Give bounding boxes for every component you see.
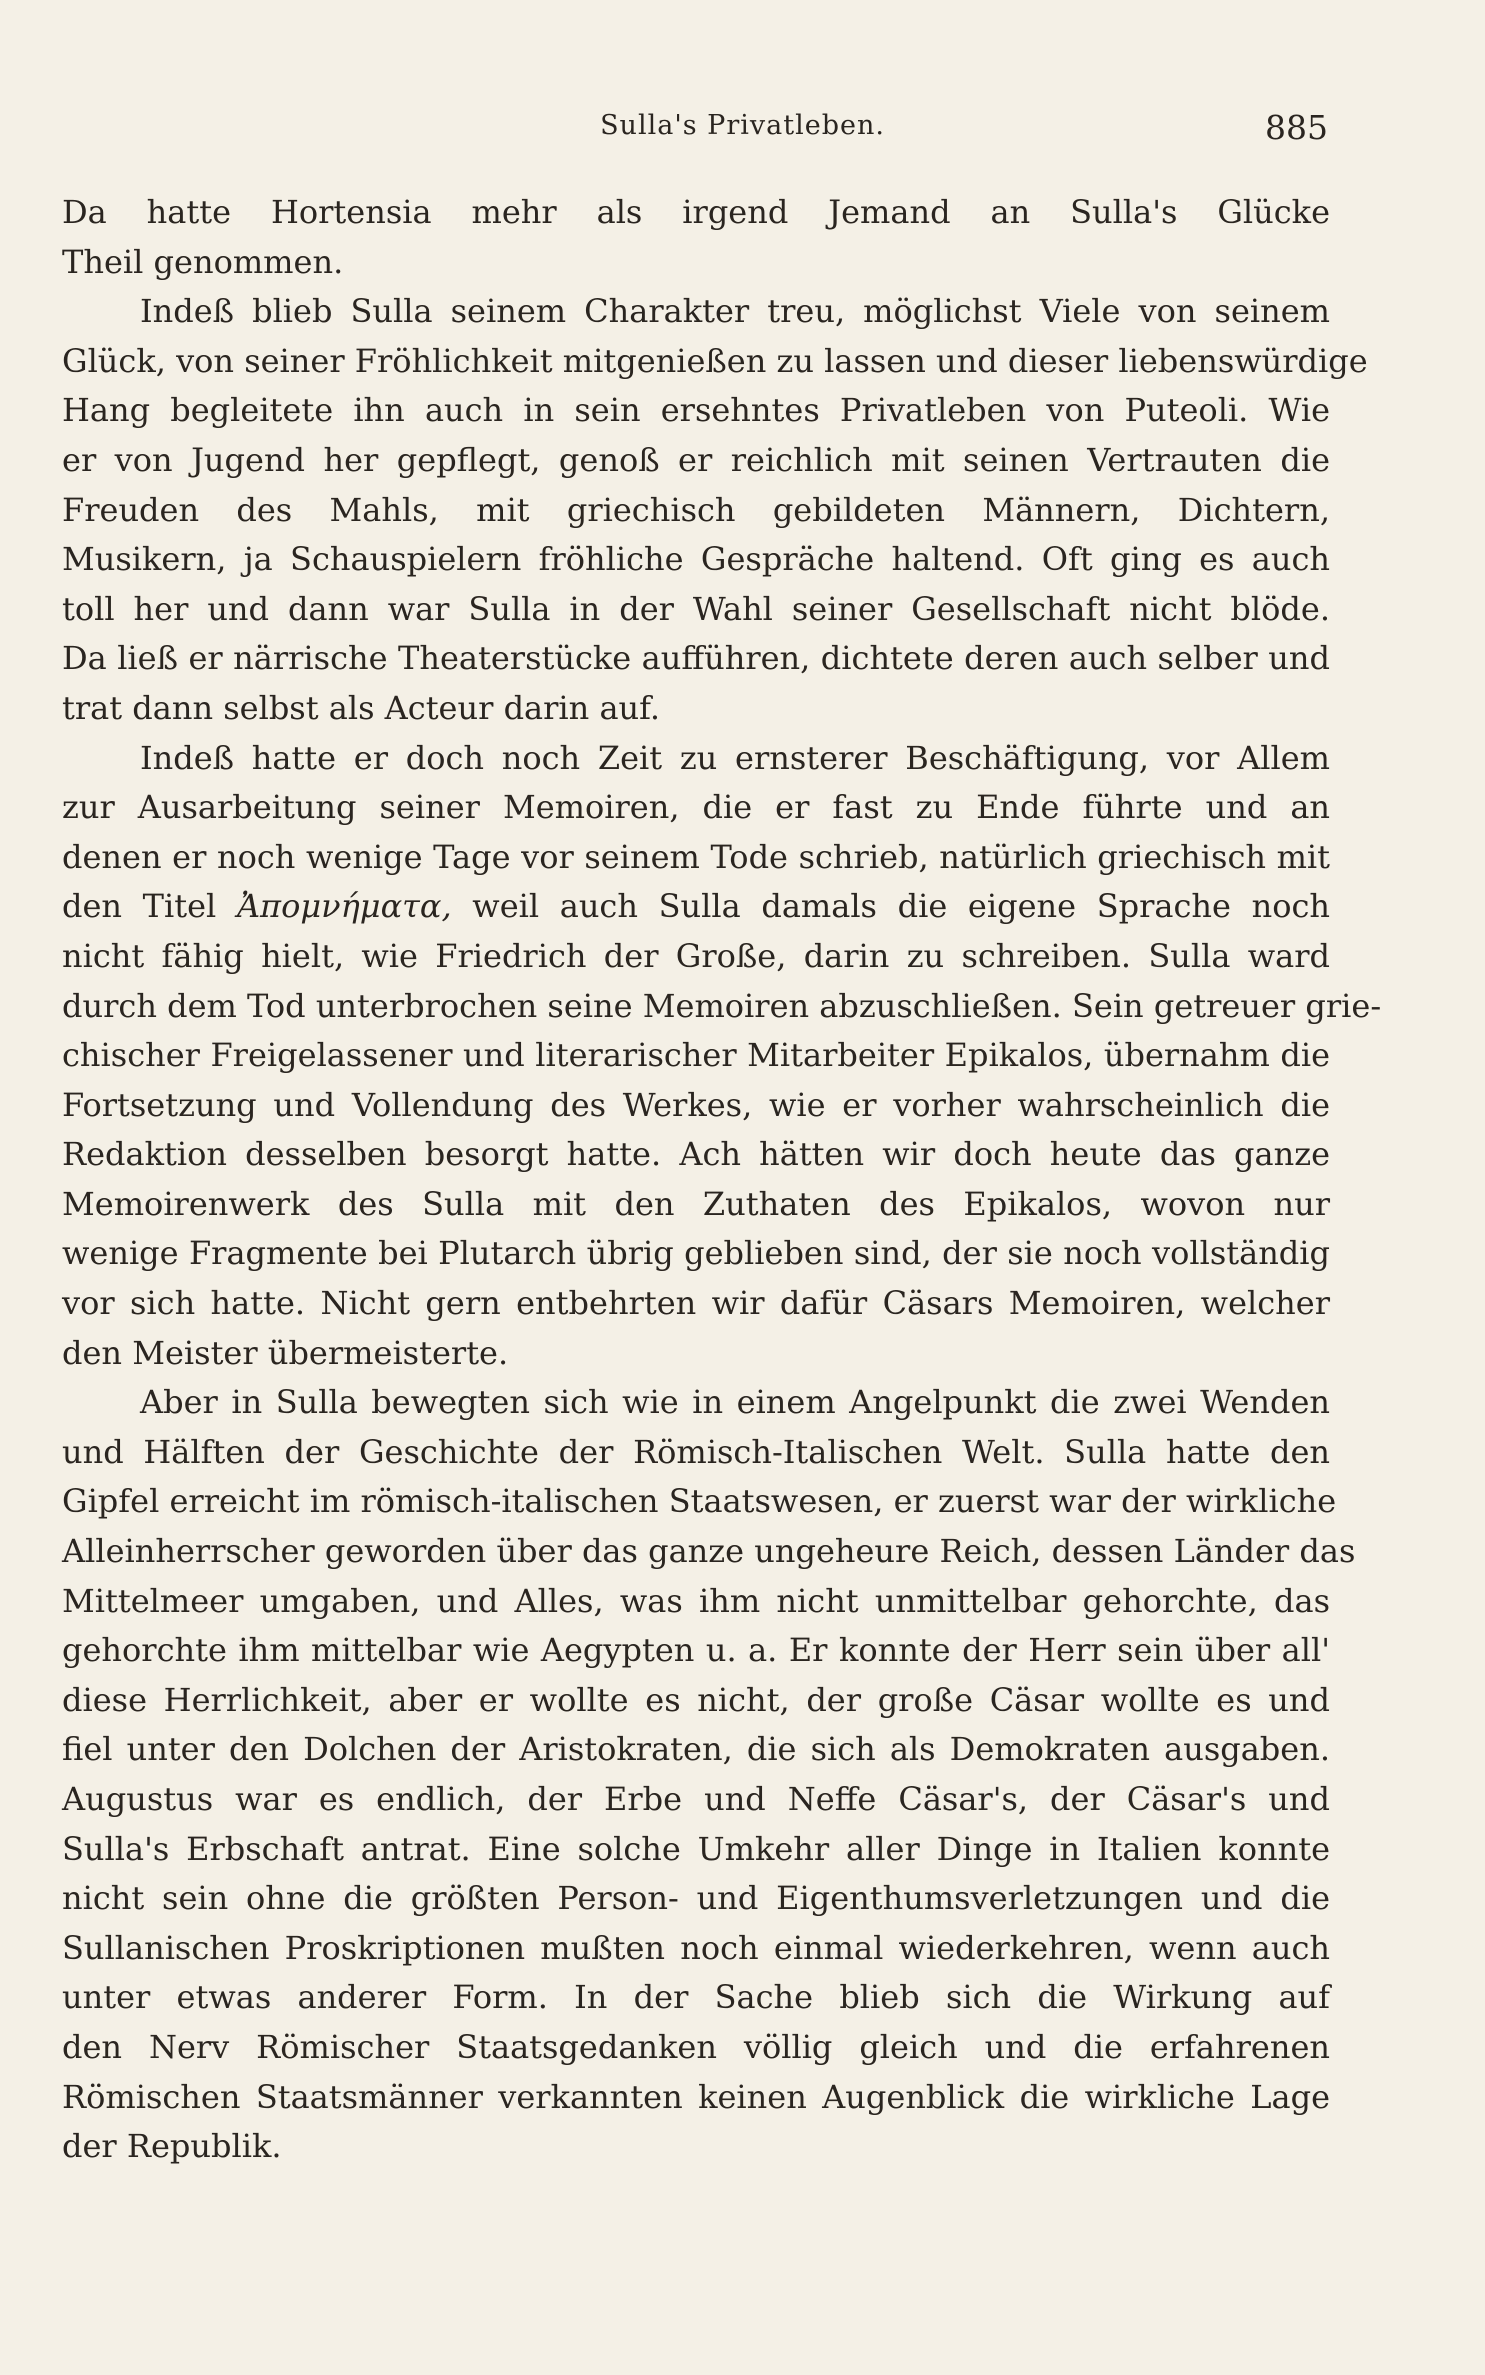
page-header [0,100,1485,160]
text-line: nicht fähig hielt, wie Friedrich der Große, darin zu schreiben. Sulla ward [62,936,1330,975]
text-line: Hang begleitete ihn auch in sein ersehntes Privatleben von Puteoli. Wie [62,391,1330,430]
text-line: den Nerv Römischer Staatsgedanken völlig gleich und die erfahrenen [62,2027,1330,2066]
paragraph-3 [62,734,1382,1379]
text-line: toll her und dann war Sulla in der Wahl seiner Gesellschaft nicht blöde. [62,589,1330,628]
text-line: nicht sein ohne die größten Person- und Eigenthumsverletzungen und die [62,1879,1330,1918]
paragraph-1 [62,188,1330,287]
text-line: Musikern, ja Schauspielern fröhliche Gespräche haltend. Oft ging es auch [62,540,1330,579]
body-text [62,188,1382,2172]
text-line: Mittelmeer umgaben, und Alles, was ihm nicht unmittelbar gehorchte, das [62,1581,1330,1620]
text-line: und Hälften der Geschichte der Römisch-Italischen Welt. Sulla hatte den [62,1432,1330,1471]
text-line: Gipfel erreicht im römisch-italischen Staatswesen, er zuerst war der wirkliche [62,1482,1337,1521]
text-line: Theil genommen. [62,242,344,281]
text-line: Indeß blieb Sulla seinem Charakter treu, möglichst Viele von seinem [140,292,1330,331]
text-line: den Meister übermeisterte. [62,1333,509,1372]
text-line: fiel unter den Dolchen der Aristokraten, die sich als Demokraten ausgaben. [62,1730,1330,1769]
text-line: Memoirenwerk des Sulla mit den Zuthaten des Epikalos, wovon nur [62,1184,1330,1223]
text-line: Römischen Staatsmänner verkannten keinen Augenblick die wirkliche Lage [62,2077,1330,2116]
text-line: Sulla's Erbschaft antrat. Eine solche Umkehr aller Dinge in Italien konnte [62,1829,1330,1868]
text-line: er von Jugend her gepflegt, genoß er reichlich mit seinen Vertrauten die [62,440,1330,479]
text-line: Fortsetzung und Vollendung des Werkes, wie er vorher wahrscheinlich die [62,1085,1330,1124]
text-line: Indeß hatte er doch noch Zeit zu ernsterer Beschäftigung, vor Allem [140,738,1330,777]
text-line: gehorchte ihm mittelbar wie Aegypten u. a. Er konnte der Herr sein über all' [62,1631,1330,1670]
greek-title: Ἀπομνήματα, [236,887,452,926]
text-line: Da ließ er närrische Theaterstücke aufführen, dichtete deren auch selber und [62,639,1330,678]
text-line: Da hatte Hortensia mehr als irgend Jemand an Sulla's Glücke [62,193,1330,231]
text-line: durch dem Tod unterbrochen seine Memoiren abzuschließen. Sein getreuer grie- [62,986,1382,1025]
text-segment: weil auch Sulla damals die eigene Sprache noch [451,887,1331,926]
text-line: wenige Fragmente bei Plutarch übrig geblieben sind, der sie noch vollständig [62,1234,1330,1273]
text-line: vor sich hatte. Nicht gern entbehrten wir dafür Cäsars Memoiren, welcher [62,1284,1330,1323]
text-line [62,882,1330,932]
text-line: unter etwas anderer Form. In der Sache blieb sich die Wirkung auf [62,1978,1330,2017]
text-line: Alleinherrscher geworden über das ganze ungeheure Reich, dessen Länder das [62,1532,1356,1571]
text-line: der Republik. [62,2127,282,2166]
text-line: chischer Freigelassener und literarischer Mitarbeiter Epikalos, übernahm die [62,1036,1330,1075]
text-line: Sullanischen Proskriptionen mußten noch einmal wiederkehren, wenn auch [62,1928,1330,1967]
paragraph-2 [62,287,1368,733]
text-segment: den Titel [62,887,237,926]
page-number: 885 [1265,108,1328,147]
text-line: zur Ausarbeitung seiner Memoiren, die er fast zu Ende führte und an [62,788,1330,827]
text-line: denen er noch wenige Tage vor seinem Tode schrieb, natürlich griechisch mit [62,837,1330,876]
paragraph-4 [62,1378,1356,2172]
text-line: Glück, von seiner Fröhlichkeit mitgenießen zu lassen und dieser liebenswürdige [62,341,1368,380]
text-line: Freuden des Mahls, mit griechisch gebildeten Männern, Dichtern, [62,490,1330,529]
text-line: Augustus war es endlich, der Erbe und Neffe Cäsar's, der Cäsar's und [62,1780,1330,1818]
text-line: Aber in Sulla bewegten sich wie in einem Angelpunkt die zwei Wenden [140,1383,1330,1422]
text-line: trat dann selbst als Acteur darin auf. [62,688,660,727]
text-line: Redaktion desselben besorgt hatte. Ach hätten wir doch heute das ganze [62,1135,1330,1174]
running-title: Sulla's Privatleben. [600,110,885,141]
text-line: diese Herrlichkeit, aber er wollte es nicht, der große Cäsar wollte es und [62,1680,1330,1719]
